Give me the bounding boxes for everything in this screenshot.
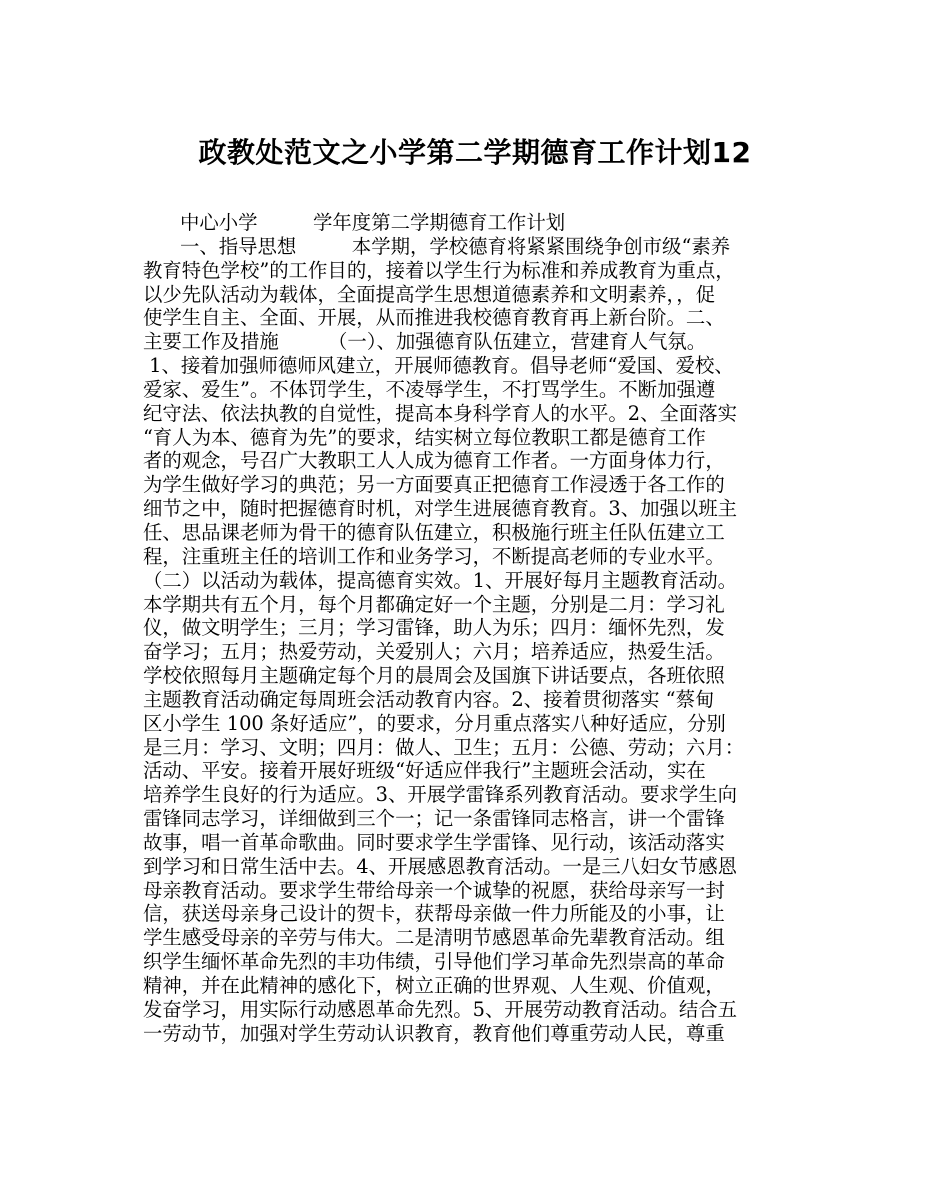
text-line: 信，获送母亲身己设计的贺卡，获帮母亲做一件力所能及的小事，让 (143, 902, 725, 926)
text-line: 中心小学 学年度第二学期德育工作计划 (143, 211, 566, 234)
text-line: 雷锋同志学习，详细做到三个一；记一条雷锋同志格言，讲一个雷锋 (143, 807, 725, 831)
text-line: 活动、平安。接着开展好班级“好适应伴我行”主题班会活动，实在 (143, 759, 706, 783)
text-line: 者的观念，号召广大教职工人人成为德育工作者。一方面身体力行， (143, 449, 725, 473)
text-line: 任、思品课老师为骨干的德育队伍建立，积极施行班主任队伍建立工 (143, 520, 725, 544)
text-line: 主题教育活动确定每周班会活动教育内容。2、接着贯彻落实 “蔡甸 (143, 687, 715, 711)
text-line: “育人为本、德育为先”的要求，结实树立每位教职工都是德育工作 (143, 425, 706, 449)
text-line: 学校依照每月主题确定每个月的晨周会及国旗下讲话要点，各班依照 (143, 664, 725, 688)
body-text (143, 211, 813, 1046)
text-line: 学生感受母亲的辛劳与伟大。二是清明节感恩革命先辈教育活动。组 (143, 926, 725, 950)
text-line: 使学生自主、全面、开展，从而推进我校德育教育再上新台阶。二、 (143, 306, 725, 330)
text-line: 为学生做好学习的典范；另一方面要真正把德育工作浸透于各工作的 (143, 473, 725, 497)
text-line: 奋学习；五月；热爱劳动，关爱别人；六月；培养适应，热爱生活。 (143, 640, 725, 664)
text-line: 一、指导思想 本学期，学校德育将紧紧围绕争创市级“素养 (143, 234, 731, 258)
text-line: 培养学生良好的行为适应。3、开展学雷锋系列教育活动。要求学生向 (143, 783, 738, 807)
text-line: 主要工作及措施 （一）、加强德育队伍建立，营建育人气氛。 (143, 330, 707, 354)
text-line: 仪，做文明学生；三月；学习雷锋，助人为乐；四月：缅怀先烈，发 (143, 616, 725, 640)
text-line: 爱家、爱生”。不体罚学生，不凌辱学生，不打骂学生。不断加强遵 (143, 377, 716, 401)
text-line: 教育特色学校”的工作目的，接着以学生行为标准和养成教育为重点， (143, 258, 735, 282)
text-line: （二）以活动为载体，提高德育实效。1、开展好每月主题教育活动。 (143, 568, 738, 592)
text-line: 精神，并在此精神的感化下，树立正确的世界观、人生观、价值观， (143, 974, 725, 997)
text-line: 本学期共有五个月，每个月都确定好一个主题，分别是二月：学习礼 (143, 592, 725, 616)
text-line: 发奋学习，用实际行动感恩革命先烈。5、开展劳动教育活动。结合五 (143, 997, 738, 1021)
page-title: 政教处范文之小学第二学期德育工作计划12 (198, 136, 752, 169)
text-line: 织学生缅怀革命先烈的丰功伟绩，引导他们学习革命先烈崇高的革命 (143, 950, 725, 974)
text-line: 母亲教育活动。要求学生带给母亲一个诚挚的祝愿，获给母亲写一封 (143, 878, 725, 902)
text-line: 纪守法、依法执教的自觉性，提高本身科学育人的水平。2、全面落实 (143, 401, 738, 425)
text-line: 以少先队活动为载体，全面提高学生思想道德素养和文明素养，，促 (143, 282, 716, 306)
text-line: 是三月：学习、文明；四月：做人、卫生；五月：公德、劳动；六月： (143, 735, 745, 759)
text-line: 区小学生 100 条好适应”，的要求，分月重点落实八种好适应，分别 (143, 711, 726, 735)
text-line: 一劳动节，加强对学生劳动认识教育，教育他们尊重劳动人民，尊重 (143, 1021, 725, 1045)
text-line: 1、接着加强师德师风建立，开展师德教育。倡导老师“爱国、爱校、 (143, 354, 734, 378)
text-line: 到学习和日常生活中去。4、开展感恩教育活动。一是三八妇女节感恩 (143, 854, 738, 878)
text-line: 程，注重班主任的培训工作和业务学习，不断提高老师的专业水平。 (143, 544, 725, 568)
text-line: 故事，唱一首革命歌曲。同时要求学生学雷锋、见行动，该活动落实 (143, 830, 725, 854)
text-line: 细节之中，随时把握德育时机，对学生进展德育教育。3、加强以班主 (143, 497, 738, 521)
